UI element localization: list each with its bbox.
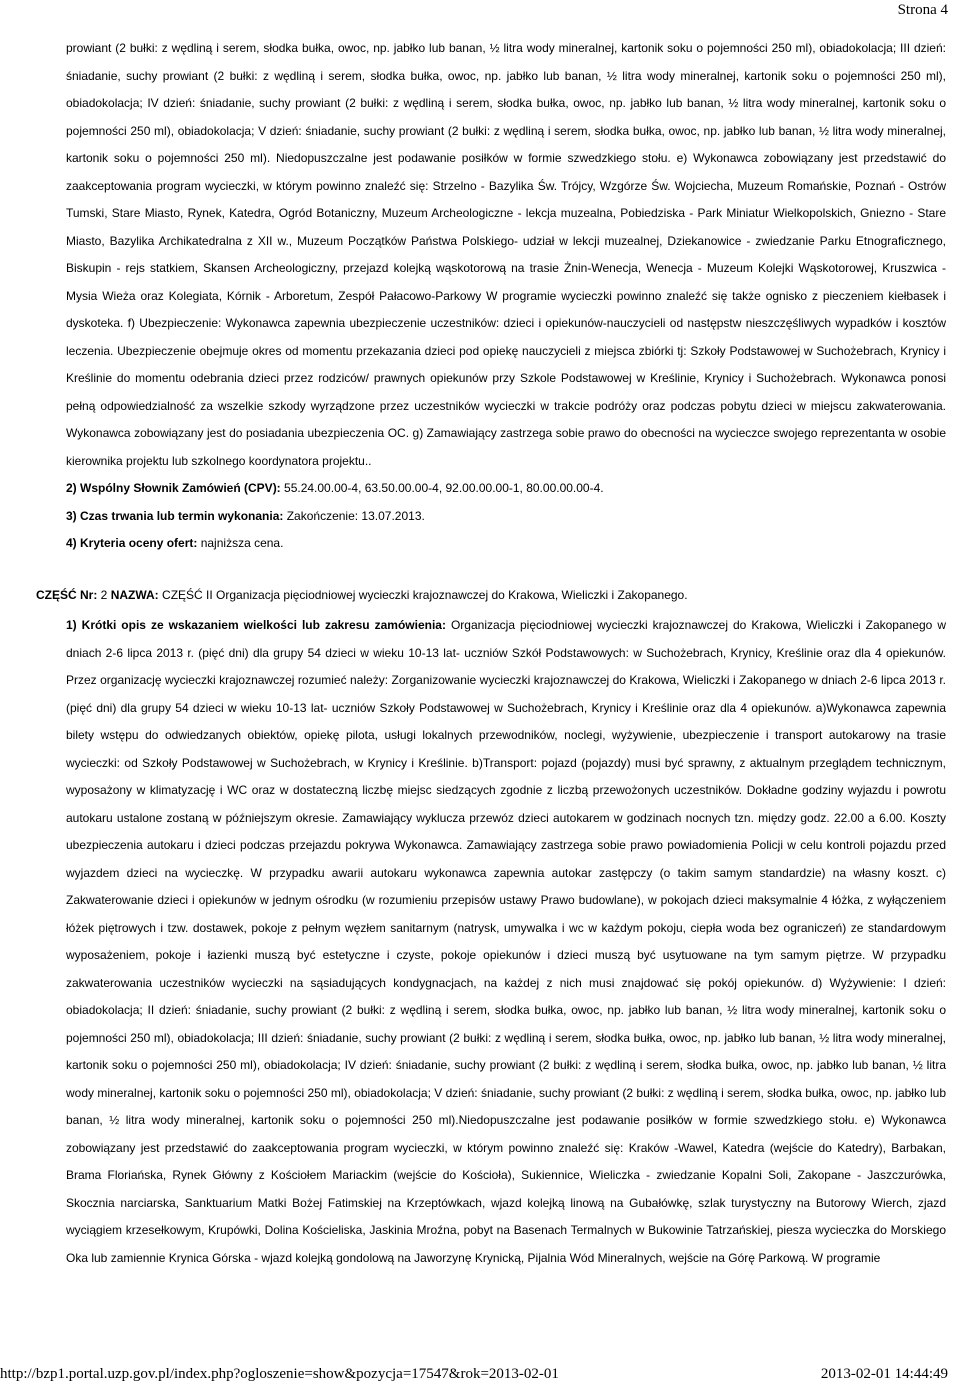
criteria-line bbox=[66, 530, 946, 558]
cpv-value: 55.24.00.00-4, 63.50.00.00-4, 92.00.00.00-1, 80.00.00.00-4. bbox=[280, 481, 604, 495]
part-2-header bbox=[36, 582, 946, 610]
cpv-label: 2) Wspólny Słownik Zamówień (CPV): bbox=[66, 481, 281, 495]
footer-datetime: 2013-02-01 14:44:49 bbox=[820, 1366, 948, 1382]
duration-value: Zakończenie: 13.07.2013. bbox=[283, 508, 425, 523]
footer-url: http://bzp1.portal.uzp.gov.pl/index.php?ogloszenie=show&pozycja=17547&rok=2013-02-01 bbox=[0, 1366, 559, 1382]
duration-label: 3) Czas trwania lub termin wykonania: bbox=[66, 508, 284, 523]
page-number: Strona 4 bbox=[897, 2, 948, 18]
document-body bbox=[36, 35, 946, 1272]
part-label: CZĘŚĆ Nr: bbox=[36, 587, 98, 602]
part-2-description bbox=[66, 612, 946, 1272]
part-name-value: CZĘŚĆ II Organizacja pięciodniowej wycieczki krajoznawczej do Krakowa, Wieliczki i Zakopanego. bbox=[158, 587, 688, 602]
part-name-label: NAZWA: bbox=[110, 587, 159, 602]
duration-line bbox=[66, 503, 946, 531]
description-label: 1) Krótki opis ze wskazaniem wielkości lub zakresu zamówienia: bbox=[66, 618, 446, 632]
criteria-value: najniższa cena. bbox=[197, 536, 284, 550]
part-2-section bbox=[36, 582, 946, 1273]
cpv-line bbox=[66, 475, 946, 503]
part-number: 2 bbox=[97, 587, 111, 602]
description-value: Organizacja pięciodniowej wycieczki krajoznawczej do Krakowa, Wieliczki i Zakopanego w dniach 2-6 lipca 2013 r. (pięć dni) dla grupy 54 dzieci w wieku 10-13 lat- uczniów Szkół Podstawowych: w Suchożebrach, Krynicy, Kreślinie oraz dla 4 opiekunów. Przez organizację wycieczki krajoznawczej rozumieć należy: Zorganizowanie wycieczki krajoznawczej do Krakowa, Wieliczki i Zakopanego w dniach 2-6 lipca 2013 r. (pięć dni) dla grupy 54 dzieci w wieku 10-13 lat- uczniów Szkoły Podstawowej w Suchożebrach, Krynicy i Kreślinie oraz dla 4 opiekunów. a)Wykonawca zapewnia bilety wstępu do odwiedzanych obiektów, opiekę pilota, usługi lokalnych przewodników, noclegi, wyżywienie, ubezpieczenie i transport autokarowy na trasie wycieczki: od Szkoły Podstawowej w Suchożebrach, w Krynicy i Kreślinie. b)Transport: pojazd (pojazdy) musi być sprawny, z aktualnym przeglądem technicznym, wyposażony w klimatyzację i WC oraz w dostateczną liczbę miejsc siedzących zgodnie z liczbą przewożonych uczestników. Dokładne godziny wyjazdu i powrotu autokaru ustalone zostaną w późniejszym okresie. Zamawiający wyklucza przewóz dzieci autokarem w godzinach nocnych tzn. między godz. 22.00 a 6.00. Koszty ubezpieczenia autokaru i dzieci podczas przejazdu pokrywa Wykonawca. Zamawiający zastrzega sobie prawo powiadomienia Policji w celu kontroli pojazdu przed wyjazdem dzieci na wycieczkę. W przypadku awarii autokaru wykonawca zapewnia autokar zastępczy (o takim samym standardzie) na własny koszt. c) Zakwaterowanie dzieci i opiekunów w jednym ośrodku (w rozumieniu przepisów ustawy Prawo budowlane), w pokojach dzieci maksymalnie 4 łóżka, z wyłączeniem łóżek piętrowych i tzw. dostawek, pokoje z pełnym węzłem sanitarnym (natrysk, umywalka i wc w każdym pokoju, ciepła woda bez ograniczeń) ze standardowym wyposażeniem, pokoje i łazienki muszą być estetyczne i czyste, pokoje opiekunów i dzieci muszą być usytuowane na tym samym piętrze. W przypadku zakwaterowania uczestników wycieczki na sąsiadujących kondygnacjach, na każdej z nich musi znajdować się pokój opiekunów. d) Wyżywienie: I dzień: obiadokolacja; II dzień: śniadanie, suchy prowiant (2 bułki: z wędliną i serem, słodka bułka, owoc, np. jabłko lub banan, ½ litra wody mineralnej, kartonik soku o pojemności 250 ml), obiadokolacja; III dzień: śniadanie, suchy prowiant (2 bułki: z wędliną i serem, słodka bułka, owoc, np. jabłko lub banan, ½ litra wody mineralnej, kartonik soku o pojemności 250 ml), obiadokolacja; IV dzień: śniadanie, suchy prowiant (2 bułki: z wędliną i serem, słodka bułka, owoc, np. jabłko lub banan, ½ litra wody mineralnej, kartonik soku o pojemności 250 ml), obiadokolacja; V dzień: śniadanie, suchy prowiant (2 bułki: z wędliną i serem, słodka bułka, owoc, np. jabłko lub banan, ½ litra wody mineralnej, kartonik soku o pojemności 250 ml).Niedopuszczalne jest podawanie posiłków w formie szwedzkiego stołu. e) Wykonawca zobowiązany jest przedstawić do zaakceptowania program wycieczki, w którym powinno znaleźć się: Kraków -Wawel, Katedra (wejście do Katedry), Barbakan, Brama Floriańska, Rynek Główny z Kościołem Mariackim (wejście do Kościoła), Sukiennice, Wieliczka - zwiedzanie Kopalni Soli, Zakopane - Jaszczurówka, Skocznia narciarska, Sanktuarium Matki Bożej Fatimskiej na Krzeptówkach, wjazd kolejką linową na Gubałówkę, szlak turystyczny na Butorowy Wierch, zjazd wyciągiem krzesełkowym, Krupówki, Dolina Kościeliska, Jaskinia Mroźna, pobyt na Basenach Termalnych w Bukowinie Tatrzańskiej, piesza wycieczka do Morskiego Oka lub zamiennie Krynica Górska - wjazd kolejką gondolową na Jaworzynę Krynicką, Pijalnia Wód Mineralnych, wejście na Górę Parkową. W programie bbox=[66, 618, 946, 1265]
criteria-label: 4) Kryteria oceny ofert: bbox=[66, 536, 198, 550]
continuation-paragraph: prowiant (2 bułki: z wędliną i serem, słodka bułka, owoc, np. jabłko lub banan, ½ litra wody mineralnej, kartonik soku o pojemności 250 ml), obiadokolacja; III dzień: śniadanie, suchy prowiant (2 bułki: z wędliną i serem, słodka bułka, owoc, np. jabłko lub banan, ½ litra wody mineralnej, kartonik soku o pojemności 250 ml), obiadokolacja; IV dzień: śniadanie, suchy prowiant (2 bułki: z wędliną i serem, słodka bułka, owoc, np. jabłko lub banan, ½ litra wody mineralnej, kartonik soku o pojemności 250 ml), obiadokolacja; V dzień: śniadanie, suchy prowiant (2 bułki: z wędliną i serem, słodka bułka, owoc, np. jabłko lub banan, ½ litra wody mineralnej, kartonik soku o pojemności 250 ml). Niedopuszczalne jest podawanie posiłków w formie szwedzkiego stołu. e) Wykonawca zobowiązany jest przedstawić do zaakceptowania program wycieczki, w którym powinno znaleźć się: Strzelno - Bazylika Św. Trójcy, Wzgórze Św. Wojciecha, Muzeum Romańskie, Poznań - Ostrów Tumski, Stare Miasto, Rynek, Katedra, Ogród Botaniczny, Muzeum Archeologiczne - lekcja muzealna, Pobiedziska - Park Miniatur Wielkopolskich, Gniezno - Stare Miasto, Bazylika Archikatedralna z XII w., Muzeum Początków Państwa Polskiego- udział w lekcji muzealnej, Dziekanowice - zwiedzanie Parku Etnograficznego, Biskupin - rejs statkiem, Skansen Archeologiczny, przejazd kolejką wąskotorową na trasie Żnin-Wenecja, Wenecja - Muzeum Kolejki Wąskotorowej, Kruszwica - Mysia Wieża oraz Kolegiata, Kórnik - Arboretum, Zespół Pałacowo-Parkowy W programie wycieczki powinno znaleźć się także ognisko z pieczeniem kiełbasek i dyskoteka. f) Ubezpieczenie: Wykonawca zapewnia ubezpieczenie uczestników: dzieci i opiekunów-nauczycieli od następstw nieszczęśliwych wypadków i kosztów leczenia. Ubezpieczenie obejmuje okres od momentu przekazania dzieci pod opiekę nauczycieli z miejsca zbiórki tj: Szkoły Podstawowej w Suchożebrach, Krynicy i Kreślinie do momentu odebrania dzieci przez rodziców/ prawnych opiekunów przy Szkole Podstawowej w Kreślinie, Krynicy i Suchożebrach. Wykonawca ponosi pełną odpowiedzialność za wszelkie szkody wyrządzone przez uczestników wycieczki w trakcie podróży oraz podczas pobytu dzieci w miejscu zakwaterowania. Wykonawca zobowiązany jest do posiadania ubezpieczenia OC. g) Zamawiający zastrzega sobie prawo do obecności na wycieczce swojego reprezentanta w osobie kierownika projektu lub szkolnego koordynatora projektu.. bbox=[66, 41, 946, 468]
